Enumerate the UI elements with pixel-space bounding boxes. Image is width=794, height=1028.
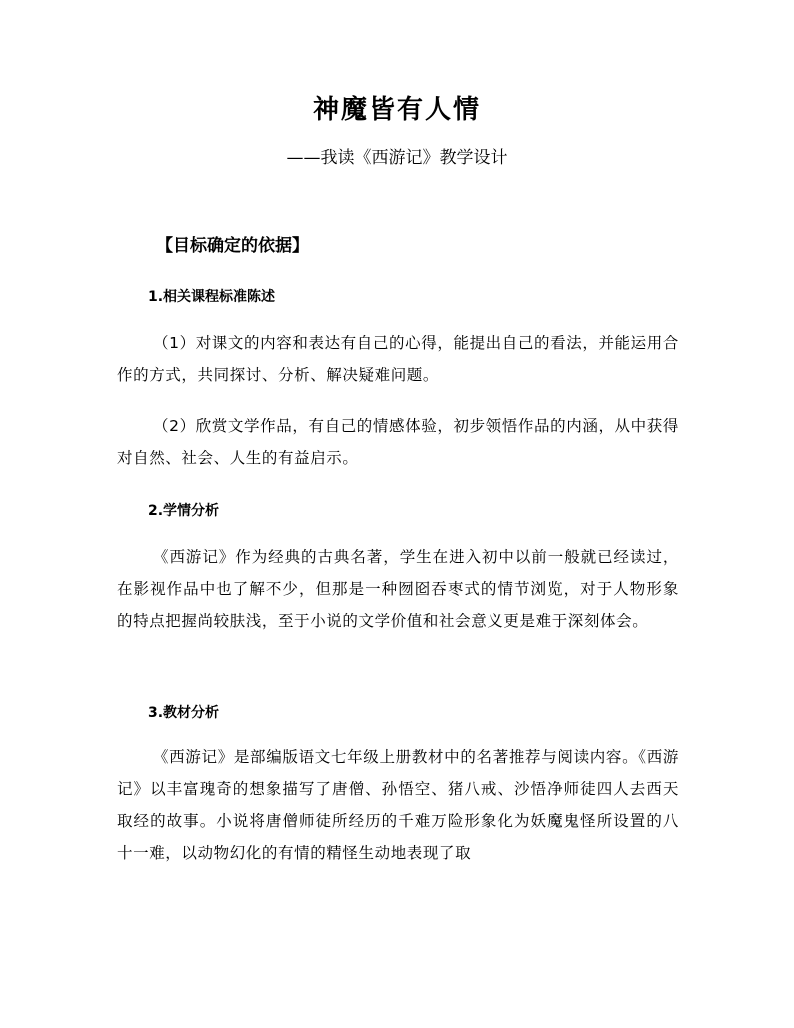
paragraph-standard-2: （2）欣赏文学作品，有自己的情感体验，初步领悟作品的内涵，从中获得对自然、社会、人生的有益启示。: [117, 417, 679, 467]
paragraph-standard-1: （1）对课文的内容和表达有自己的心得，能提出自己的看法，并能运用合作的方式，共同探讨、分析、解决疑难问题。: [117, 334, 679, 384]
section-heading: 【目标确定的依据】: [156, 236, 309, 256]
subheading-textbook-analysis: 3.教材分析: [148, 705, 220, 721]
paragraph-student-analysis: 《西游记》作为经典的古典名著，学生在进入初中以前一般就已经读过，在影视作品中也了解不少，但那是一种囫囵吞枣式的情节浏览，对于人物形象的特点把握尚较肤浅，至于小说的文学价值和社会意义更是难于深刻体会。: [117, 548, 679, 630]
document-subtitle: ——我读《西游记》教学设计: [286, 148, 508, 168]
subheading-student-analysis: 2.学情分析: [148, 503, 220, 519]
paragraph-textbook-analysis: 《西游记》是部编版语文七年级上册教材中的名著推荐与阅读内容。《西游记》以丰富瑰奇的想象描写了唐僧、孙悟空、猪八戒、沙悟净师徒四人去西天取经的故事。小说将唐僧师徒所经历的千难万险形象化为妖魔鬼怪所设置的八十一难，以动物幻化的有情的精怪生动地表现了取: [117, 748, 679, 862]
subheading-curriculum-standards: 1.相关课程标准陈述: [148, 289, 276, 305]
document-title: 神魔皆有人情: [312, 95, 481, 125]
